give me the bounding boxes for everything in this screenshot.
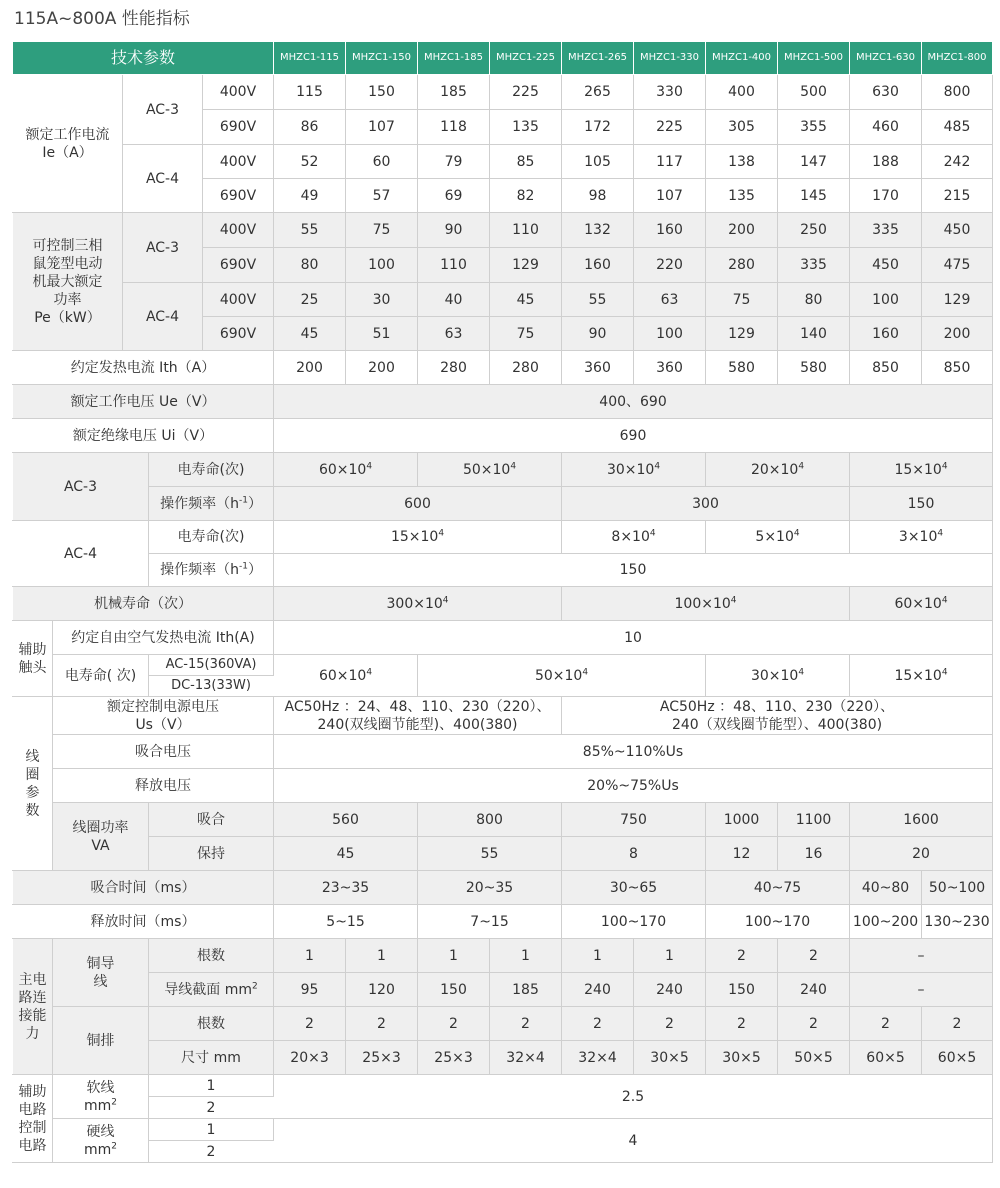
- value-cell: 32×4: [490, 1041, 562, 1075]
- table-row: [13, 905, 993, 939]
- value-cell: 360: [562, 351, 634, 385]
- life-label: 电寿命(次): [149, 453, 274, 487]
- model-header: MHZC1-400: [706, 42, 778, 75]
- value-cell: 335: [778, 248, 850, 283]
- value-cell: 2: [149, 1097, 274, 1119]
- value-cell: 85: [490, 145, 562, 179]
- value-cell: 82: [490, 179, 562, 213]
- value-cell: $50\times 10^4$: [418, 655, 706, 697]
- value-cell: 90: [418, 213, 490, 248]
- value-cell: 160: [562, 248, 634, 283]
- voltage-cell: 690V: [203, 179, 274, 213]
- value-cell: 145: [778, 179, 850, 213]
- count-label: 根数: [149, 939, 274, 973]
- value-cell: 147: [778, 145, 850, 179]
- value-cell: 49: [274, 179, 346, 213]
- value-cell: 63: [418, 317, 490, 351]
- value-cell: 4: [274, 1119, 993, 1163]
- value-cell: 200: [922, 317, 993, 351]
- value-cell: 32×4: [562, 1041, 634, 1075]
- value-cell: 850: [850, 351, 922, 385]
- value-cell: 45: [490, 283, 562, 317]
- value-cell: 50~100: [922, 871, 993, 905]
- table-row: [13, 769, 993, 803]
- hold-label: 保持: [149, 837, 274, 871]
- value-cell: 1: [634, 939, 706, 973]
- value-cell: 135: [490, 110, 562, 145]
- page-title: 115A~800A 性能指标: [14, 9, 190, 29]
- value-cell: 52: [274, 145, 346, 179]
- value-cell: 215: [922, 179, 993, 213]
- value-cell: 55: [274, 213, 346, 248]
- value-cell: 150: [346, 75, 418, 110]
- value-cell: 75: [706, 283, 778, 317]
- table-row: [13, 1075, 993, 1097]
- value-cell: 60×5: [850, 1041, 922, 1075]
- value-cell: 85%~110%Us: [274, 735, 993, 769]
- value-cell: 200: [706, 213, 778, 248]
- value-cell: 305: [706, 110, 778, 145]
- value-cell: 75: [346, 213, 418, 248]
- value-cell: 188: [850, 145, 922, 179]
- value-cell: $50\times 10^4$: [418, 453, 562, 487]
- value-cell: 500: [778, 75, 850, 110]
- value-cell: 129: [490, 248, 562, 283]
- table-body: [13, 75, 993, 1163]
- value-cell: 69: [418, 179, 490, 213]
- model-header: MHZC1-330: [634, 42, 706, 75]
- category-cell: AC-4: [123, 283, 203, 351]
- table-row: [13, 283, 993, 317]
- value-cell: 1000: [706, 803, 778, 837]
- freq-label: 操作频率$(h^{-1})$: [149, 487, 274, 521]
- value-cell: 86: [274, 110, 346, 145]
- value-cell: 185: [418, 75, 490, 110]
- value-cell: 2: [778, 1007, 850, 1041]
- value-cell: 355: [778, 110, 850, 145]
- value-cell: 630: [850, 75, 922, 110]
- value-cell: 280: [418, 351, 490, 385]
- header-label: 技术参数: [13, 42, 274, 75]
- value-cell: $8\times 10^4$: [562, 521, 706, 554]
- value-cell: $15\times 10^4$: [850, 453, 993, 487]
- value-cell: 100~200: [850, 905, 922, 939]
- value-cell: 129: [922, 283, 993, 317]
- model-header: MHZC1-225: [490, 42, 562, 75]
- value-cell: –: [850, 939, 993, 973]
- value-cell: 800: [922, 75, 993, 110]
- value-cell: 129: [706, 317, 778, 351]
- value-cell: 25: [274, 283, 346, 317]
- table-row: [13, 587, 993, 621]
- table-row: [13, 939, 993, 973]
- table-row: [13, 735, 993, 769]
- category-cell: AC-4: [123, 145, 203, 213]
- value-cell: 485: [922, 110, 993, 145]
- model-header: MHZC1-185: [418, 42, 490, 75]
- bar-label: 铜排: [53, 1007, 149, 1075]
- value-cell: 160: [850, 317, 922, 351]
- value-cell: 120: [346, 973, 418, 1007]
- voltage-cell: 400V: [203, 75, 274, 110]
- wire-label: 铜导 线: [53, 939, 149, 1007]
- value-cell: 850: [922, 351, 993, 385]
- value-cell: 690: [274, 419, 993, 453]
- value-cell: 2: [706, 939, 778, 973]
- value-cell: 450: [850, 248, 922, 283]
- value-cell: –: [850, 973, 993, 1007]
- value-cell: $15\times 10^4$: [274, 521, 562, 554]
- model-header: MHZC1-115: [274, 42, 346, 75]
- value-cell: 280: [706, 248, 778, 283]
- table-row: [13, 1041, 993, 1075]
- value-cell: 90: [562, 317, 634, 351]
- table-row: [13, 973, 993, 1007]
- ue-label: 额定工作电压 Ue（V）: [13, 385, 274, 419]
- table-row: [13, 145, 993, 179]
- value-cell: 30~65: [562, 871, 706, 905]
- voltage-cell: 690V: [203, 248, 274, 283]
- value-cell: 7~15: [418, 905, 562, 939]
- table-row: [13, 837, 993, 871]
- pe-label: 可控制三相 鼠笼型电动 机最大额定 功率 Pe（kW）: [13, 213, 123, 351]
- value-cell: 242: [922, 145, 993, 179]
- value-cell: 750: [562, 803, 706, 837]
- us-label: 额定控制电源电压 Us（V）: [53, 697, 274, 735]
- table-row: [13, 803, 993, 837]
- voltage-cell: 400V: [203, 145, 274, 179]
- value-cell: 118: [418, 110, 490, 145]
- value-cell: 135: [706, 179, 778, 213]
- value-cell: $300\times 10^4$: [274, 587, 562, 621]
- value-cell: 105: [562, 145, 634, 179]
- value-cell: 240: [778, 973, 850, 1007]
- value-cell: 40: [418, 283, 490, 317]
- value-cell: 45: [274, 317, 346, 351]
- value-cell: 2: [634, 1007, 706, 1041]
- value-cell: 150: [706, 973, 778, 1007]
- table-row: [13, 419, 993, 453]
- release-label: 释放电压: [53, 769, 274, 803]
- hard-wire-label: 硬线 $mm^2$: [53, 1119, 149, 1163]
- pull-time-label: 吸合时间（ms）: [13, 871, 274, 905]
- value-cell: 98: [562, 179, 634, 213]
- value-cell: 63: [634, 283, 706, 317]
- value-cell: 150: [418, 973, 490, 1007]
- value-cell: 1: [149, 1075, 274, 1097]
- value-cell: 2.5: [274, 1075, 993, 1119]
- value-cell: 400、690: [274, 385, 993, 419]
- value-cell: 2: [562, 1007, 634, 1041]
- value-cell: 100~170: [706, 905, 850, 939]
- value-cell: 110: [490, 213, 562, 248]
- value-cell: 12: [706, 837, 778, 871]
- value-cell: 170: [850, 179, 922, 213]
- table-row: [13, 697, 993, 735]
- value-cell: 130~230: [922, 905, 993, 939]
- value-cell: 25×3: [346, 1041, 418, 1075]
- value-cell: 100: [850, 283, 922, 317]
- value-cell: 30: [346, 283, 418, 317]
- ie-label: 额定工作电流 Ie（A）: [13, 75, 123, 213]
- value-cell: 117: [634, 145, 706, 179]
- value-cell: 160: [634, 213, 706, 248]
- value-cell: 225: [490, 75, 562, 110]
- value-cell: 107: [634, 179, 706, 213]
- value-cell: 8: [562, 837, 706, 871]
- ui-label: 额定绝缘电压 Ui（V）: [13, 419, 274, 453]
- model-header: MHZC1-800: [922, 42, 993, 75]
- value-cell: 20%~75%Us: [274, 769, 993, 803]
- value-cell: 5~15: [274, 905, 418, 939]
- voltage-cell: 690V: [203, 110, 274, 145]
- value-cell: 16: [778, 837, 850, 871]
- value-cell: 1600: [850, 803, 993, 837]
- value-cell: $5\times 10^4$: [706, 521, 850, 554]
- value-cell: 360: [634, 351, 706, 385]
- value-cell: 475: [922, 248, 993, 283]
- value-cell: $60\times 10^4$: [274, 453, 418, 487]
- value-cell: AC50Hz ：24、48、110、230（220）、 240(双线圈节能型)、400(380): [274, 697, 562, 735]
- release-time-label: 释放时间（ms）: [13, 905, 274, 939]
- value-cell: 55: [418, 837, 562, 871]
- value-cell: 100: [346, 248, 418, 283]
- aux-label: 辅助 触头: [13, 621, 53, 697]
- value-cell: 60: [346, 145, 418, 179]
- value-cell: 1: [490, 939, 562, 973]
- model-header: MHZC1-500: [778, 42, 850, 75]
- value-cell: 45: [274, 837, 418, 871]
- value-cell: 2: [706, 1007, 778, 1041]
- pull-in-label: 吸合: [149, 803, 274, 837]
- value-cell: 107: [346, 110, 418, 145]
- value-cell: 150: [850, 487, 993, 521]
- aux-life-label: 电寿命( 次): [53, 655, 149, 697]
- value-cell: $60\times 10^4$: [274, 655, 418, 697]
- value-cell: 225: [634, 110, 706, 145]
- table-row: [13, 554, 993, 587]
- power-label: 线圈功率 VA: [53, 803, 149, 871]
- size-label: 尺寸 mm: [149, 1041, 274, 1075]
- value-cell: 100~170: [562, 905, 706, 939]
- voltage-cell: 400V: [203, 283, 274, 317]
- table-row: [13, 213, 993, 248]
- value-cell: 20: [850, 837, 993, 871]
- value-cell: 1: [562, 939, 634, 973]
- value-cell: 580: [706, 351, 778, 385]
- value-cell: 200: [346, 351, 418, 385]
- value-cell: 51: [346, 317, 418, 351]
- value-cell: 335: [850, 213, 922, 248]
- value-cell: 185: [490, 973, 562, 1007]
- dc13-label: DC-13(33W): [149, 676, 274, 697]
- freq-label: 操作频率$(h^{-1})$: [149, 554, 274, 587]
- value-cell: AC50Hz ：48、110、230（220）、 240（双线圈节能型）、400(380): [562, 697, 993, 735]
- value-cell: 200: [274, 351, 346, 385]
- value-cell: 23~35: [274, 871, 418, 905]
- value-cell: 250: [778, 213, 850, 248]
- value-cell: 1: [149, 1119, 274, 1141]
- value-cell: $100\times 10^4$: [562, 587, 850, 621]
- ac15-label: AC-15(360VA): [149, 655, 274, 676]
- value-cell: 95: [274, 973, 346, 1007]
- ith-label: 约定发热电流 Ith（A）: [13, 351, 274, 385]
- value-cell: 1: [418, 939, 490, 973]
- value-cell: 80: [778, 283, 850, 317]
- value-cell: 100: [634, 317, 706, 351]
- value-cell: 2: [850, 1007, 922, 1041]
- mech-label: 机械寿命（次）: [13, 587, 274, 621]
- model-header: MHZC1-265: [562, 42, 634, 75]
- category-cell: AC-3: [123, 213, 203, 283]
- value-cell: 80: [274, 248, 346, 283]
- value-cell: 1100: [778, 803, 850, 837]
- value-cell: $3\times 10^4$: [850, 521, 993, 554]
- value-cell: 265: [562, 75, 634, 110]
- value-cell: 20×3: [274, 1041, 346, 1075]
- table-row: [13, 487, 993, 521]
- aux-ith-label: 约定自由空气发热电流 Ith(A): [53, 621, 274, 655]
- value-cell: 240: [562, 973, 634, 1007]
- coil-label: 线 圈 参 数: [13, 697, 53, 871]
- value-cell: 172: [562, 110, 634, 145]
- table-row: [13, 521, 993, 554]
- value-cell: 25×3: [418, 1041, 490, 1075]
- table-row: [13, 75, 993, 110]
- value-cell: 300: [562, 487, 850, 521]
- value-cell: 1: [346, 939, 418, 973]
- value-cell: 460: [850, 110, 922, 145]
- value-cell: 60×5: [922, 1041, 993, 1075]
- voltage-cell: 690V: [203, 317, 274, 351]
- value-cell: 40~80: [850, 871, 922, 905]
- value-cell: 40~75: [706, 871, 850, 905]
- value-cell: 1: [274, 939, 346, 973]
- count-label: 根数: [149, 1007, 274, 1041]
- value-cell: 30×5: [634, 1041, 706, 1075]
- spec-table-body: [12, 41, 993, 1163]
- ac3-label: AC-3: [13, 453, 149, 521]
- table-row: [13, 453, 993, 487]
- value-cell: $20\times 10^4$: [706, 453, 850, 487]
- table-row: [13, 1007, 993, 1041]
- value-cell: 115: [274, 75, 346, 110]
- table-row: [13, 621, 993, 655]
- value-cell: 2: [149, 1141, 274, 1163]
- soft-wire-label: 软线 $mm^2$: [53, 1075, 149, 1119]
- model-header: MHZC1-150: [346, 42, 418, 75]
- value-cell: 140: [778, 317, 850, 351]
- value-cell: 280: [490, 351, 562, 385]
- table-row: [13, 871, 993, 905]
- ctrl-label: 辅助 电路 控制 电路: [13, 1075, 53, 1163]
- value-cell: 30×5: [706, 1041, 778, 1075]
- value-cell: 2: [922, 1007, 993, 1041]
- table-row: [13, 1119, 993, 1141]
- value-cell: 138: [706, 145, 778, 179]
- value-cell: 400: [706, 75, 778, 110]
- value-cell: 75: [490, 317, 562, 351]
- value-cell: 2: [418, 1007, 490, 1041]
- value-cell: 10: [274, 621, 993, 655]
- main-label: 主电 路连 接能 力: [13, 939, 53, 1075]
- value-cell: $30\times 10^4$: [562, 453, 706, 487]
- value-cell: 220: [634, 248, 706, 283]
- table-row: [13, 655, 993, 676]
- pull-label: 吸合电压: [53, 735, 274, 769]
- value-cell: 560: [274, 803, 418, 837]
- value-cell: $15\times 10^4$: [850, 655, 993, 697]
- value-cell: 2: [778, 939, 850, 973]
- value-cell: 57: [346, 179, 418, 213]
- value-cell: 240: [634, 973, 706, 1007]
- table-row: [13, 385, 993, 419]
- value-cell: 2: [346, 1007, 418, 1041]
- value-cell: 450: [922, 213, 993, 248]
- table-row: [13, 351, 993, 385]
- value-cell: 132: [562, 213, 634, 248]
- value-cell: 79: [418, 145, 490, 179]
- voltage-cell: 400V: [203, 213, 274, 248]
- ac4-label: AC-4: [13, 521, 149, 587]
- value-cell: $60\times 10^4$: [850, 587, 993, 621]
- model-header: MHZC1-630: [850, 42, 922, 75]
- section-label: 导线截面 $mm^2$: [149, 973, 274, 1007]
- value-cell: 580: [778, 351, 850, 385]
- value-cell: 2: [490, 1007, 562, 1041]
- value-cell: 50×5: [778, 1041, 850, 1075]
- value-cell: 2: [274, 1007, 346, 1041]
- value-cell: 20~35: [418, 871, 562, 905]
- value-cell: $30\times 10^4$: [706, 655, 850, 697]
- value-cell: 55: [562, 283, 634, 317]
- value-cell: 600: [274, 487, 562, 521]
- category-cell: AC-3: [123, 75, 203, 145]
- value-cell: 110: [418, 248, 490, 283]
- value-cell: 330: [634, 75, 706, 110]
- value-cell: 800: [418, 803, 562, 837]
- value-cell: 150: [274, 554, 993, 587]
- life-label: 电寿命(次): [149, 521, 274, 554]
